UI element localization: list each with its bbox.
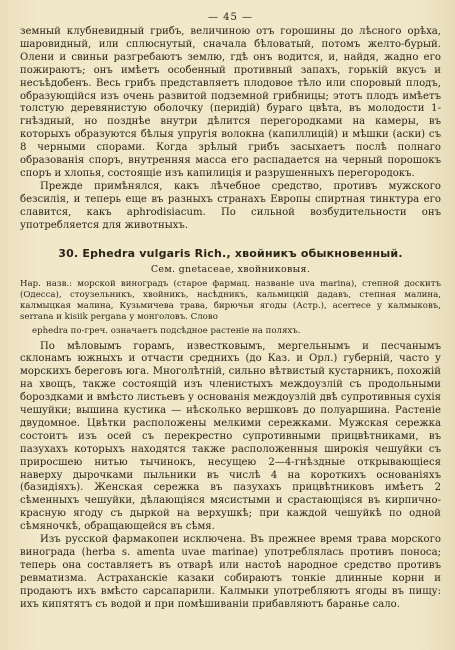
family-line: Сем. gnetaceae, хвойниковыя. [150,263,311,275]
paragraph-medicinal-use: Прежде примѣнялся, какъ лѣчебное средство, противъ мужского безсилія, и теперь еще въ разныхъ странахъ Европы спиртная тинктура его славится, какъ aphrodisiacum. По сильной возбудительности онъ употребляется для животныхъ. [20,180,441,231]
page-number: — 45 — [207,12,254,23]
section-title: 30. Ephedra vulgaris Rich., хвойникъ обыкновенный. [58,246,403,260]
folk-names-etymology: ephedra по-греч. означаетъ подсѣдное растеніе на поляхъ. [32,326,301,337]
paragraph-description: По мѣловымъ горамъ, известковымъ, мергельнымъ и песчанымъ склонамъ южныхъ и отчасти среднихъ (до Каз. и Орл.) губерній, часто у морскихъ береговъ юга. Многолѣтній, сильно вѣтвистый кустарникъ, похожій на хвощъ, также состоящій изъ членистыхъ междоузлій съ продольными бороздками и вмѣсто листьевъ у основанія междоузлій двѣ супротивныя сухія чешуйки; вышина кустика — нѣсколько вершковъ до полуаршина. Растеніе двудомное. Цвѣтки расположены мелкими сережками. Мужская сережка состоитъ изъ осей съ перекрестно супротивными прицвѣтниками, въ пазухахъ которыхъ находятся также расположенныя широкія чешуйки съ приросшею нитью тычинокъ, несущею 2—4-гнѣздные открывающіеся наверху дырочками пыльники въ числѣ 4 на короткихъ основаніяхъ (базидіяхъ). Женская сережка въ пазухахъ прицвѣтниковъ имѣетъ 2 сѣменныхъ чешуйки, дѣлающіяся мясистыми и срастающіяся въ кирпично-красную ягоду съ дыркой на верхушкѣ; при каждой чешуйкѣ по одной сѣмяночкѣ, обращающейся въ сѣмя. [20,340,441,533]
folk-names: Нар. назв.: морской виноградъ (старое фармац. названіе uva marina), степной доскитъ (Одесса), стоузельникъ, хвойникъ, насѣдникъ, кальмицкій дадавъ, степная малина, калмыцкая малина, Кузьмичева трава, бирючьи ягоды (Астр.), acerrece у калмыковъ, serrana и kisiik pergana у монголовъ. Слово [20,278,441,323]
paragraph-uses: Изъ русской фармакопеи исключена. Въ прежнее время трава морского винограда (herba s. amenta uvae marinae) употреблялась противъ поноса; теперь она составляетъ въ отварѣ или настоѣ народное средство противъ ревматизма. Астраханскіе казаки собираютъ тонкіе длинные корни и продаютъ ихъ вмѣсто сарсапарили. Калмыки употребляютъ ягоды въ пищу: ихъ кипятятъ съ водой и при помѣшиваніи прибавляютъ баранье сало. [20,534,441,610]
paragraph-continued: земный клубневидный грибъ, величиною отъ горошины до лѣсного орѣха, шаровидный, или сплюснутый, сначала бѣловатый, потомъ желто-бурый. Олени и свиньи разгребаютъ землю, гдѣ онъ водится, и, найдя, жадно его пожираютъ; онъ имѣетъ особенный противный запахъ, горькій вкусъ и несъѣдобенъ. Весь грибъ представляетъ плодовое тѣло или споровый плодъ, образующійся изъ очень развитой подземной грибницы; этотъ плодъ имѣетъ толстую деревянистую оболочку (перидій) бураго цвѣта, въ молодости 1-гнѣздный, но позднѣе внутри дѣлится перегородками на камеры, въ которыхъ образуются бѣлыя упругія волокна (капиллицій) и мѣшки (аски) съ 8 черными спорами. Когда зрѣлый грибъ засыхаетъ послѣ полнаго образованія споръ, внутренняя масса его распадается на черный порошокъ споръ и хлопья, состоящіе изъ капилиція и разрушенныхъ перегородокъ. [20,26,441,179]
